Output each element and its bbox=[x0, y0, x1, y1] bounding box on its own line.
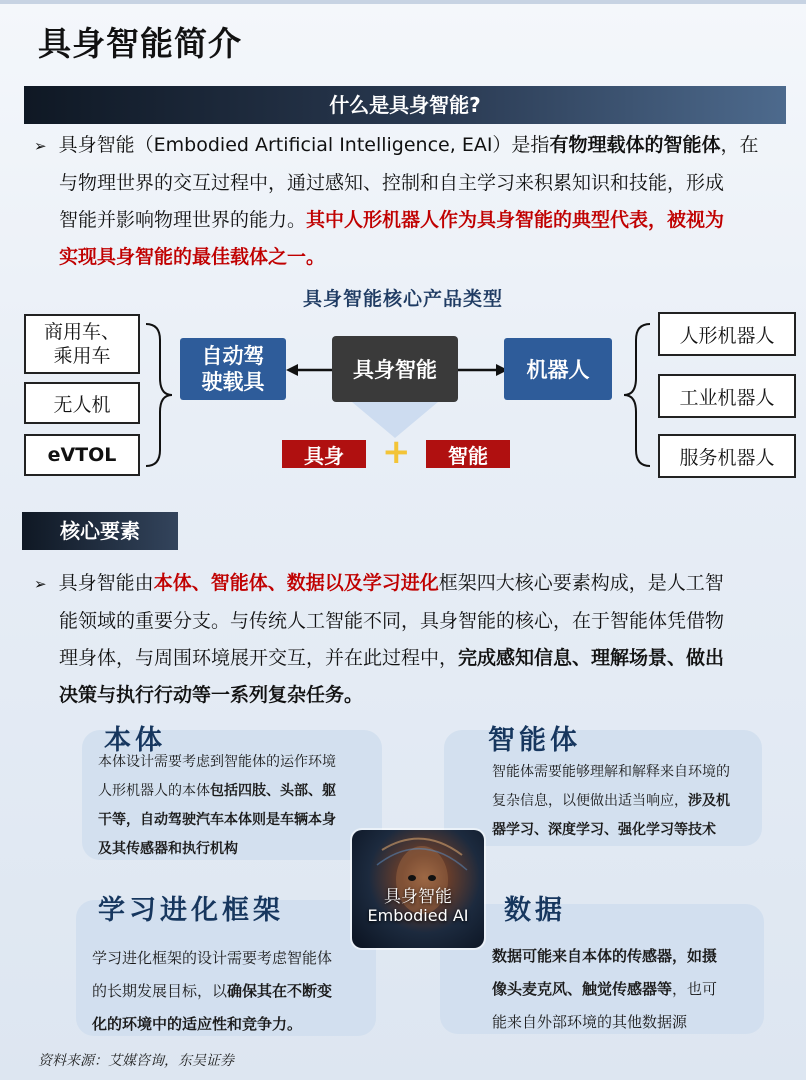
diagram-title: 具身智能核心产品类型 bbox=[302, 288, 503, 310]
s2-l1-red: 本体、智能体、数据以及学习进化 bbox=[153, 572, 439, 594]
product-service-robot: 服务机器人 bbox=[658, 434, 796, 478]
product-industrial-robot: 工业机器人 bbox=[658, 374, 796, 418]
right-brace-icon bbox=[620, 320, 656, 470]
autonomous-vehicle-box: 自动驾 驶载具 bbox=[180, 338, 286, 400]
s2-l1a: 具身智能由 bbox=[58, 572, 154, 594]
product-commercial-vehicle: 商用车、 乘用车 bbox=[24, 314, 140, 374]
card-data-text bbox=[492, 940, 762, 1039]
card-data-line3: 能来自外部环境的其他数据源 bbox=[492, 1013, 688, 1031]
card-body-line1: 本体设计需要考虑到智能体的运作环境 bbox=[98, 754, 336, 770]
product-drone: 无人机 bbox=[24, 382, 140, 424]
card-body-line2b: 包括四肢、头部、躯 bbox=[210, 783, 336, 799]
card-agent-title: 智能体 bbox=[488, 725, 581, 756]
embodied-ai-center-box: 具身智能 bbox=[332, 336, 458, 402]
product-humanoid-robot: 人形机器人 bbox=[658, 312, 796, 356]
card-agent-line3: 器学习、深度学习、强化学习等技术 bbox=[492, 822, 716, 838]
card-agent-line1: 智能体需要能够理解和解释来自环境的 bbox=[492, 764, 730, 780]
section2-paragraph bbox=[34, 565, 774, 714]
card-data-line2a: 像头麦克风、触觉传感器等 bbox=[492, 980, 673, 998]
bullet-arrow-icon: ➢ bbox=[34, 137, 47, 155]
p1-bold: 有物理载体的智能体 bbox=[549, 134, 721, 156]
card-learning-line1: 学习进化框架的设计需要考虑智能体 bbox=[92, 949, 333, 967]
card-learning-text bbox=[92, 942, 372, 1041]
left-brace-icon bbox=[140, 320, 176, 470]
right-arrow-icon bbox=[458, 360, 508, 380]
card-agent-line2b: 涉及机 bbox=[688, 793, 730, 809]
ai-image-label-en: Embodied AI bbox=[367, 906, 469, 925]
s2-l2: 能领域的重要分支。与传统人工智能不同，具身智能的核心，在于智能体凭借物 bbox=[59, 610, 725, 632]
s2-l3-bold: 完成感知信息、理解场景、做出 bbox=[458, 647, 725, 669]
section-heading-what-is: 什么是具身智能? bbox=[24, 86, 786, 124]
card-body-line4: 及其传感器和执行机构 bbox=[98, 841, 238, 857]
intelligence-tag: 智能 bbox=[426, 440, 510, 468]
s2-l3a: 理身体，与周围环境展开交互，并在此过程中， bbox=[59, 647, 459, 669]
source-footer: 资料来源：艾媒咨询，东吴证券 bbox=[38, 1053, 234, 1069]
card-learning-line2a: 的长期发展目标，以 bbox=[92, 982, 228, 1000]
s2-l1c: 框架四大核心要素构成，是人工智 bbox=[438, 572, 724, 594]
card-learning-title: 学习进化框架 bbox=[98, 895, 284, 926]
s2-l4-end: 。 bbox=[344, 684, 364, 706]
left-arrow-icon bbox=[286, 360, 338, 380]
bullet-arrow-icon: ➢ bbox=[34, 575, 47, 593]
product-evtol: eVTOL bbox=[24, 434, 140, 476]
p1-end: ，在 bbox=[720, 134, 759, 156]
p2-text: 与物理世界的交互过程中，通过感知、控制和自主学习来积累知识和技能，形成 bbox=[59, 172, 725, 194]
p4-red: 实现具身智能的最佳载体之一。 bbox=[59, 246, 326, 268]
card-body-text bbox=[98, 748, 373, 864]
embodiment-tag: 具身 bbox=[282, 440, 366, 468]
embodied-ai-image bbox=[352, 830, 484, 948]
card-body-line2a: 人形机器人的本体 bbox=[98, 783, 210, 799]
p3-red: 其中人形机器人作为具身智能的典型代表，被视为 bbox=[306, 209, 725, 231]
card-agent-text bbox=[492, 758, 762, 845]
p1-text: 具身智能（Embodied Artificial Intelligence, EAI）是指 bbox=[58, 134, 550, 156]
section1-paragraph bbox=[34, 127, 774, 276]
page-title: 具身智能简介 bbox=[38, 24, 242, 63]
section-heading-core-elements: 核心要素 bbox=[22, 512, 178, 550]
ai-image-label-cn: 具身智能 bbox=[384, 887, 452, 907]
card-data-title: 数据 bbox=[504, 895, 566, 926]
card-agent-line2a: 复杂信息，以便做出适当响应， bbox=[492, 793, 688, 809]
robot-box: 机器人 bbox=[504, 338, 612, 400]
card-learning-line3: 化的环境中的适应性和竞争力。 bbox=[92, 1015, 303, 1033]
card-learning-line2b: 确保其在不断变 bbox=[227, 982, 333, 1000]
plus-icon: + bbox=[382, 432, 411, 472]
card-body-line3: 干等，自动驾驶汽车本体则是车辆本身 bbox=[98, 812, 336, 828]
top-divider bbox=[0, 0, 806, 4]
card-body-title: 本体 bbox=[104, 725, 166, 756]
card-data-line1: 数据可能来自本体的传感器，如摄 bbox=[492, 947, 718, 965]
p3-text: 智能并影响物理世界的能力。 bbox=[59, 209, 307, 231]
card-data-line2b: ，也可 bbox=[672, 980, 718, 998]
s2-l4-bold: 决策与执行行动等一系列复杂任务 bbox=[59, 684, 345, 706]
